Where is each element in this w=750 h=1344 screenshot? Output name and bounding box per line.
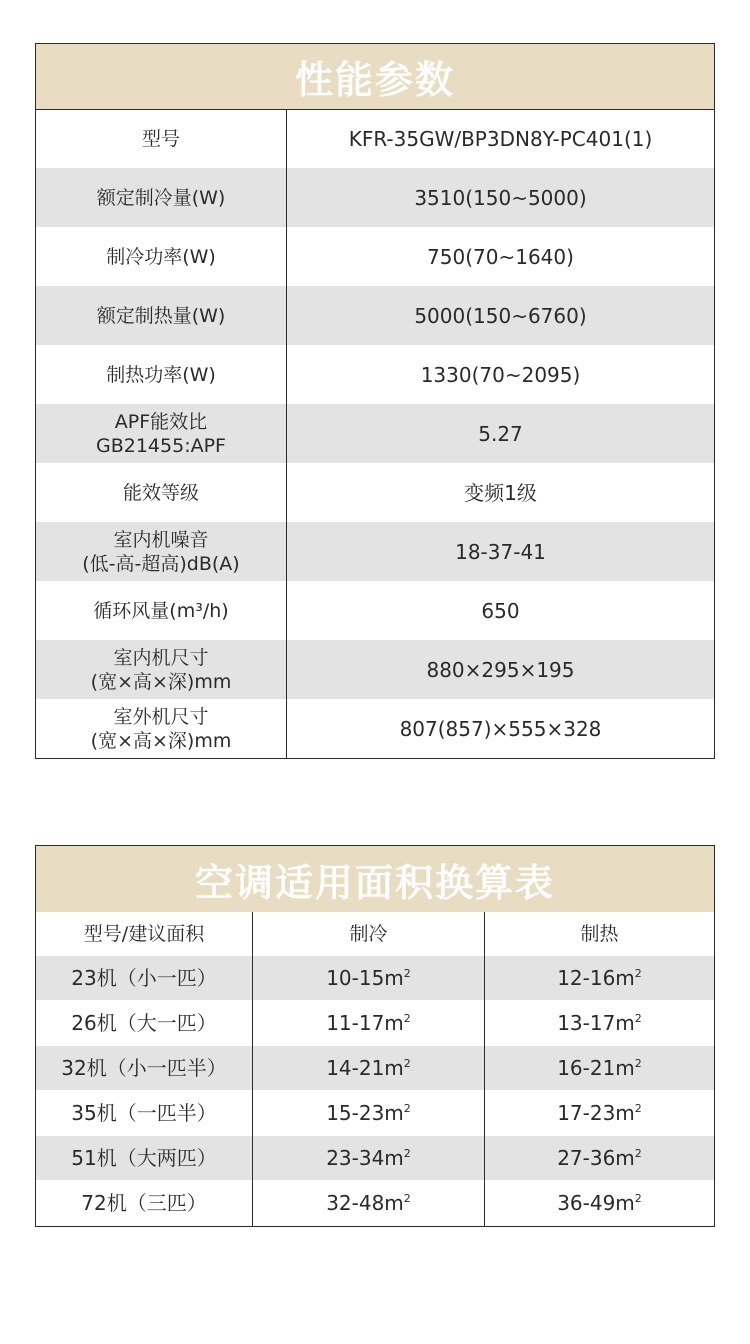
table-row [36, 463, 714, 522]
parameter-label [36, 699, 287, 758]
performance-title: 性能参数 [36, 44, 714, 110]
cooling-area-cell-line [326, 1101, 411, 1125]
cooling-area-cell-line [326, 1146, 411, 1170]
heating-area-cell [485, 956, 714, 1000]
square-unit-superscript: 2 [403, 1102, 411, 1115]
heating-area-cell-line [557, 966, 642, 990]
parameter-value: 1330(70~2095) [420, 362, 581, 387]
model-cell-line [71, 1146, 216, 1170]
heating-area-cell-text: 13-17m [557, 1011, 635, 1035]
heating-area-cell [485, 1090, 714, 1136]
table-row [36, 286, 714, 345]
parameter-label [36, 168, 287, 227]
header-heating: 制热 [580, 923, 619, 945]
heating-area-cell [485, 1136, 714, 1180]
square-unit-superscript: 2 [634, 1192, 642, 1205]
area-table-title: 空调适用面积换算表 [36, 846, 714, 912]
cooling-area-cell-text: 11-17m [326, 1011, 404, 1035]
parameter-value: 18-37-41 [455, 539, 546, 564]
area-conversion-table [35, 845, 715, 1227]
model-cell-line [61, 1056, 226, 1080]
cooling-area-cell [253, 1000, 485, 1046]
model-cell-line [81, 1191, 206, 1215]
table-row [36, 1090, 714, 1136]
cooling-area-cell-line [326, 1011, 411, 1035]
model-cell-text: 72机（三匹） [81, 1191, 207, 1215]
square-unit-superscript: 2 [403, 1192, 411, 1205]
parameter-label [36, 463, 287, 522]
cooling-area-cell [253, 1180, 485, 1226]
square-unit-superscript: 2 [634, 1012, 642, 1025]
cooling-area-cell-text: 14-21m [326, 1056, 404, 1080]
model-cell-text: 26机（大一匹） [71, 1011, 217, 1035]
parameter-label [36, 404, 287, 463]
parameter-value: 807(857)×555×328 [399, 716, 602, 741]
header-model-area: 型号/建议面积 [36, 912, 253, 956]
square-unit-superscript: 2 [634, 1057, 642, 1070]
parameter-label-line: 循环风量(m³/h) [93, 599, 229, 622]
header-cooling: 制冷 [253, 912, 485, 956]
parameter-label-line: 室外机尺寸 [113, 705, 209, 728]
cooling-area-cell [253, 1136, 485, 1180]
parameter-label-line: 制热功率(W) [106, 363, 216, 386]
model-cell-line [71, 1101, 216, 1125]
parameter-label-line: 额定制热量(W) [96, 304, 226, 327]
cooling-area-cell-text: 10-15m [326, 966, 404, 990]
square-unit-superscript: 2 [403, 1012, 411, 1025]
cooling-area-cell-text: 15-23m [326, 1101, 404, 1125]
table-row [36, 1046, 714, 1090]
cooling-area-cell [253, 1090, 485, 1136]
parameter-label-line: (宽×高×深)mm [90, 670, 232, 693]
parameter-value: KFR-35GW/BP3DN8Y-PC401(1) [348, 127, 653, 151]
heating-area-cell-line [557, 1056, 642, 1080]
table-row [36, 699, 714, 758]
parameter-label-line: APF能效比 [114, 410, 208, 433]
heating-area-cell-text: 16-21m [557, 1056, 635, 1080]
table-row [36, 1180, 714, 1226]
heating-area-cell-text: 36-49m [557, 1191, 635, 1215]
parameter-label [36, 110, 287, 168]
parameter-value: 3510(150~5000) [414, 185, 587, 210]
model-cell [36, 1090, 253, 1136]
parameter-label-line: 额定制冷量(W) [96, 186, 226, 209]
table-row [36, 956, 714, 1000]
model-cell-text: 35机（一匹半） [71, 1101, 217, 1125]
heating-area-cell-text: 12-16m [557, 966, 635, 990]
area-table-header-row [36, 912, 714, 956]
parameter-value: 5000(150~6760) [414, 303, 587, 328]
parameter-value: 5.27 [478, 421, 523, 446]
heating-area-cell-text: 17-23m [557, 1101, 635, 1125]
cooling-area-cell [253, 1046, 485, 1090]
heating-area-cell [485, 1180, 714, 1226]
cooling-area-cell-text: 32-48m [326, 1191, 404, 1215]
parameter-label [36, 522, 287, 581]
table-row [36, 110, 714, 168]
heating-area-cell [485, 1000, 714, 1046]
table-row [36, 227, 714, 286]
parameter-value: 变频1级 [464, 480, 537, 505]
parameter-value: 880×295×195 [426, 657, 575, 682]
table-row [36, 581, 714, 640]
table-row [36, 1000, 714, 1046]
heating-area-cell [485, 1046, 714, 1090]
model-cell-text: 23机（小一匹） [71, 966, 217, 990]
performance-table [35, 43, 715, 759]
heating-area-cell-line [557, 1146, 642, 1170]
parameter-label [36, 640, 287, 699]
model-cell [36, 1046, 253, 1090]
square-unit-superscript: 2 [634, 967, 642, 980]
model-cell-line [71, 966, 216, 990]
parameter-label-line: (宽×高×深)mm [90, 729, 232, 752]
performance-table-body [36, 110, 714, 758]
heating-area-cell-line [557, 1101, 642, 1125]
cooling-area-cell-line [326, 966, 411, 990]
heating-area-cell-line [557, 1191, 642, 1215]
model-cell [36, 1136, 253, 1180]
parameter-label-line: 室内机尺寸 [113, 646, 209, 669]
cooling-area-cell-text: 23-34m [326, 1146, 404, 1170]
parameter-label-line: 型号 [141, 128, 180, 150]
parameter-label [36, 227, 287, 286]
table-row [36, 168, 714, 227]
table-row [36, 345, 714, 404]
model-cell [36, 1000, 253, 1046]
model-cell [36, 956, 253, 1000]
heating-area-cell-text: 27-36m [557, 1146, 635, 1170]
model-cell-text: 32机（小一匹半） [61, 1056, 227, 1080]
parameter-label-line: (低-高-超高)dB(A) [82, 552, 240, 575]
model-cell [36, 1180, 253, 1226]
table-row [36, 522, 714, 581]
square-unit-superscript: 2 [403, 967, 411, 980]
cooling-area-cell-line [326, 1056, 411, 1080]
table-row [36, 1136, 714, 1180]
heating-area-cell-line [557, 1011, 642, 1035]
parameter-label [36, 581, 287, 640]
square-unit-superscript: 2 [634, 1102, 642, 1115]
parameter-label-line: 室内机噪音 [113, 528, 209, 551]
cooling-area-cell-line [326, 1191, 411, 1215]
cooling-area-cell [253, 956, 485, 1000]
parameter-value: 650 [481, 598, 520, 623]
square-unit-superscript: 2 [634, 1147, 642, 1160]
parameter-value: 750(70~1640) [427, 244, 574, 269]
table-row [36, 404, 714, 463]
model-cell-text: 51机（大两匹） [71, 1146, 217, 1170]
model-cell-line [71, 1011, 216, 1035]
square-unit-superscript: 2 [403, 1057, 411, 1070]
parameter-label-line: 能效等级 [122, 481, 199, 504]
parameter-label-line: GB21455:APF [96, 434, 226, 457]
square-unit-superscript: 2 [403, 1147, 411, 1160]
parameter-label-line: 制冷功率(W) [106, 245, 216, 268]
parameter-label [36, 286, 287, 345]
parameter-label [36, 345, 287, 404]
area-table-body [36, 956, 714, 1226]
table-row [36, 640, 714, 699]
